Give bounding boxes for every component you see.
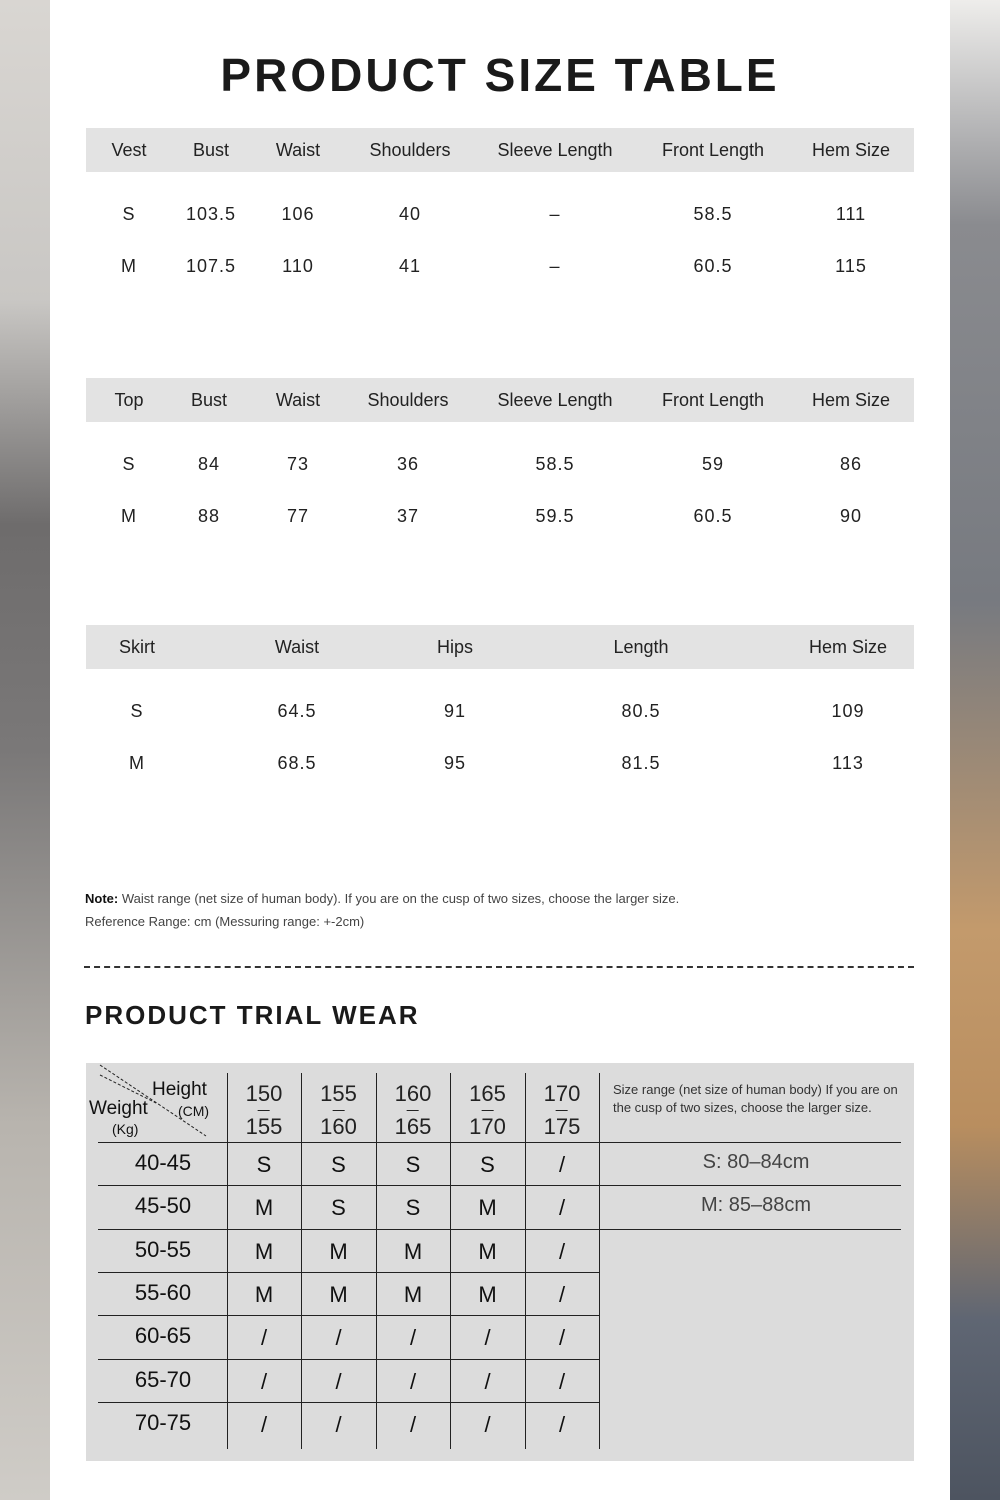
grid-line [227,1073,228,1449]
table-cell: 109 [831,701,865,721]
section-divider [84,966,914,968]
range-dash [333,1110,345,1111]
recommended-size: / [558,1282,566,1307]
table-cell: 107.5 [185,256,237,276]
weight-range-label: 50-55 [134,1237,192,1262]
table-cell: 58.5 [535,454,575,474]
height-range-header [246,1077,283,1143]
table-cell: 73 [286,454,310,474]
weight-axis-label: Weight [89,1098,148,1119]
table-cell: 88 [197,506,221,526]
table-cell: 60.5 [693,256,733,276]
size-range-value: S: 80–84cm [702,1151,810,1173]
table-cell: 86 [839,454,863,474]
recommended-size: / [558,1369,566,1394]
height-from: 170 [543,1081,581,1106]
recommended-size: / [260,1369,268,1394]
table-cell: 106 [281,204,315,224]
height-range-header [544,1077,581,1143]
recommended-size: M [329,1239,348,1264]
size-note [85,891,679,906]
column-header: Sleeve Length [497,140,613,160]
recommended-size: M [403,1282,423,1307]
grid-line [98,1315,599,1316]
table-cell: 95 [443,753,467,773]
height-from: 160 [394,1081,432,1106]
column-header: Shoulders [369,140,451,160]
column-header: Bust [190,390,228,410]
height-to: 170 [469,1114,506,1139]
range-dash [482,1110,494,1111]
table-header [86,625,914,669]
table-cell: 103.5 [185,204,237,224]
column-header: Skirt [119,637,155,657]
weight-range-label: 60-65 [134,1323,192,1348]
height-to: 160 [320,1114,357,1139]
table-cell: 111 [835,204,867,224]
grid-line [450,1073,451,1449]
size-range-value: M: 85–88cm [700,1194,812,1216]
grid-line [98,1359,599,1360]
recommended-size: / [484,1412,491,1437]
table-row [86,753,914,783]
height-range-header [395,1077,432,1143]
table-cell: 36 [396,454,420,474]
recommended-size: / [558,1239,566,1264]
size-label: M [121,506,137,526]
table-cell: 84 [197,454,221,474]
recommended-size: / [335,1325,342,1350]
table-cell: 77 [286,506,310,526]
table-cell: 68.5 [277,753,317,773]
grid-line [525,1073,526,1449]
grid-line [599,1073,600,1449]
table-cell: – [549,256,561,276]
table-cell: 115 [835,256,867,276]
column-header: Length [613,637,669,657]
table-cell: 58.5 [693,204,733,224]
column-header: Waist [275,140,321,160]
recommended-size: S [405,1152,421,1177]
table-row [86,701,914,731]
recommended-size: M [329,1282,348,1307]
size-label: M [129,753,145,773]
recommended-size: / [558,1195,566,1220]
size-label: S [122,454,136,474]
page-title: PRODUCT SIZE TABLE [220,49,780,101]
note-text: Waist range (net size of human body). If you are on the cusp of two sizes, choose the larger size. [121,891,680,906]
trial-wear-table [86,1063,914,1461]
column-header: Waist [274,637,320,657]
recommended-size: M [254,1239,274,1264]
column-header: Front Length [661,140,765,160]
height-range-header [469,1077,506,1143]
range-dash [407,1110,419,1111]
recommended-size: / [558,1325,566,1350]
recommended-size: / [484,1325,491,1350]
weight-range-label: 55-60 [134,1280,192,1305]
table-cell: 59 [701,454,725,474]
column-header: Hips [436,637,474,657]
grid-line [599,1229,901,1230]
weight-range-label: 45-50 [134,1193,192,1218]
grid-line [599,1142,901,1143]
column-header: Hem Size [811,140,891,160]
grid-line [599,1185,901,1186]
size-label: S [130,701,144,721]
size-label: M [121,256,137,276]
size-sheet [50,0,950,1500]
range-dash [258,1110,270,1111]
reference-range-note: Reference Range: cm (Messuring range: +-2cm) [85,914,365,929]
column-header: Hem Size [811,390,891,410]
table-cell: 40 [398,204,422,224]
table-row [86,256,914,286]
height-from: 155 [320,1081,357,1106]
table-cell: 37 [396,506,420,526]
recommended-size: / [409,1369,417,1394]
column-header: Shoulders [367,390,449,410]
grid-line [301,1073,302,1449]
height-to: 155 [245,1114,283,1139]
recommended-size: M [478,1195,497,1220]
recommended-size: / [558,1412,566,1437]
table-cell: 60.5 [693,506,733,526]
table-header [86,128,914,172]
table-row [86,506,914,536]
recommended-size: S [480,1152,495,1177]
table-cell: 91 [443,701,467,721]
height-axis-label: Height [152,1079,207,1100]
table-cell: 41 [398,256,422,276]
height-unit-label: (CM) [178,1103,210,1119]
recommended-size: S [256,1152,272,1177]
table-row [86,454,914,484]
column-header: Bust [192,140,230,160]
recommended-size: / [260,1412,268,1437]
table-cell: 81.5 [621,753,661,773]
recommended-size: / [484,1369,491,1394]
weight-range-label: 40-45 [134,1150,192,1175]
table-cell: – [549,204,561,224]
grid-line [98,1229,599,1230]
column-header: Waist [275,390,321,410]
recommended-size: / [409,1412,417,1437]
recommended-size: M [254,1282,274,1307]
height-from: 165 [469,1081,506,1106]
table-cell: 64.5 [277,701,317,721]
column-header: Front Length [661,390,765,410]
grid-line [98,1402,599,1403]
recommended-size: / [335,1412,342,1437]
column-header: Top [114,390,144,410]
weight-range-label: 65-70 [134,1367,192,1392]
recommended-size: S [331,1195,346,1220]
table-cell: 59.5 [535,506,575,526]
weight-range-label: 70-75 [134,1410,192,1435]
height-from: 150 [245,1081,283,1106]
height-range-header [320,1077,357,1143]
table-row [86,204,914,234]
table-header [86,378,914,422]
column-header: Vest [111,140,147,160]
grid-line [376,1073,377,1449]
recommended-size: / [558,1152,566,1177]
column-header: Sleeve Length [497,390,613,410]
recommended-size: M [403,1239,423,1264]
background-photo-right [950,0,1000,1500]
trial-wear-title: PRODUCT TRIAL WEAR [85,1000,420,1030]
recommended-size: / [335,1369,342,1394]
grid-line [98,1185,599,1186]
table-cell: 90 [839,506,863,526]
recommended-size: / [409,1325,417,1350]
height-to: 175 [543,1114,581,1139]
range-dash [556,1110,568,1111]
recommended-size: M [478,1239,497,1264]
height-to: 165 [394,1114,432,1139]
table-cell: 80.5 [621,701,661,721]
column-header: Hem Size [808,637,888,657]
table-cell: 113 [832,753,864,773]
background-photo-left [0,0,50,1500]
table-cell: 110 [282,256,314,276]
note-label: Note: [85,891,119,906]
recommended-size: / [260,1325,268,1350]
recommended-size: S [405,1195,421,1220]
recommended-size: M [478,1282,497,1307]
recommended-size: M [254,1195,274,1220]
weight-unit-label: (Kg) [112,1121,139,1137]
size-label: S [122,204,136,224]
size-range-note: Size range (net size of human body) If you are on the cusp of two sizes, choose the larger size. [613,1082,898,1115]
recommended-size: S [331,1152,346,1177]
grid-line [98,1272,599,1273]
